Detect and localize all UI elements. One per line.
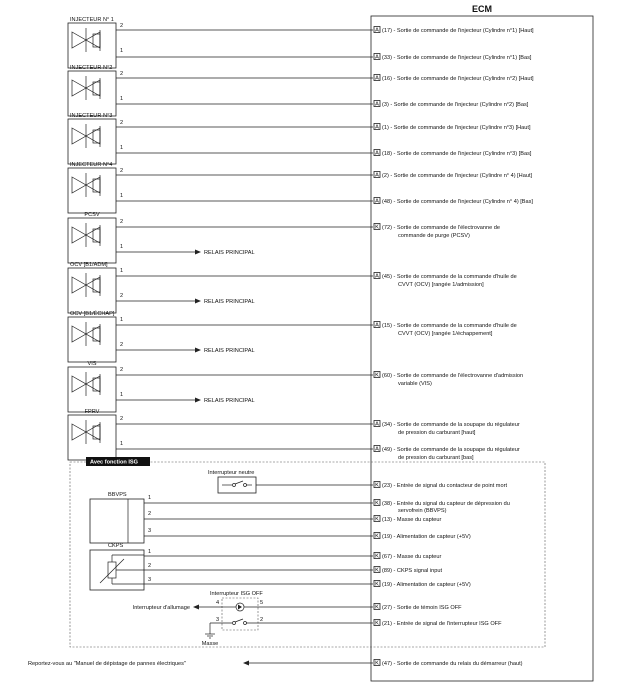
- svg-text:A: A: [375, 150, 379, 157]
- fprv-signal-low-line2: de pression du carburant [bas]: [398, 455, 474, 461]
- svg-text:K: K: [375, 660, 379, 667]
- ocv-echap-signal-line1: (15) - Sortie de commande de la commande d'huile de: [382, 323, 517, 329]
- svg-text:A: A: [375, 198, 379, 205]
- ocv-adm-signal-line2: CVVT (OCV) [rangée 1/admission]: [398, 282, 484, 288]
- injector-2-pin-top: 2: [120, 71, 124, 77]
- pcsv-signal-line2: commande de purge (PCSV): [398, 233, 470, 239]
- isg-off-switch-icon: [205, 619, 373, 638]
- injector-1-box: [68, 23, 116, 68]
- fprv-pin-bottom: 1: [120, 441, 124, 447]
- ocv-adm-label: OCV [B1/ADM]: [70, 262, 108, 268]
- svg-text:A: A: [375, 75, 379, 82]
- ignition-label: Interrupteur d'allumage: [132, 605, 190, 611]
- injector-1-pin-top: 2: [120, 23, 124, 29]
- svg-text:K: K: [375, 533, 379, 540]
- injector-4-signal-low: (48) - Sortie de commande de l'injecteur (Cylindre n° 4) [Bas]: [382, 199, 533, 205]
- vis-pin-bottom: 1: [120, 392, 124, 398]
- isg-off-pin-2: 2: [260, 617, 264, 623]
- ocv-echap-relay-label: RELAIS PRINCIPAL: [204, 348, 255, 354]
- isg-off-signal-1: (27) - Sortie de témoin ISG OFF: [382, 605, 462, 611]
- injector-3-pin-top: 2: [120, 120, 124, 126]
- svg-text:A: A: [375, 124, 379, 131]
- vis-signal-line2: variable (VIS): [398, 381, 432, 387]
- starter-relay: [28, 660, 523, 668]
- svg-text:A: A: [375, 54, 379, 61]
- pcsv-pin-top: 2: [120, 219, 124, 225]
- svg-text:A: A: [375, 273, 379, 280]
- svg-text:K: K: [375, 620, 379, 627]
- svg-text:K: K: [375, 553, 379, 560]
- svg-text:K: K: [375, 224, 379, 231]
- injector-2-label: INJECTEUR N°2: [70, 65, 113, 71]
- injector-4-pin-top: 2: [120, 168, 124, 174]
- ckps-label: CKPS: [108, 543, 124, 549]
- injector-2-pin-bottom: 1: [120, 96, 124, 102]
- neutral-signal: (23) - Entrée de signal du contacteur de point mort: [382, 483, 507, 489]
- ocv-echap-relay-arrow-icon: [195, 348, 201, 353]
- isg-off-pin-3: 3: [216, 617, 220, 623]
- svg-text:K: K: [375, 500, 379, 507]
- injector-4-signal-high: (2) - Sortie de commande de l'injecteur (Cylindre n° 4) [Haut]: [382, 173, 533, 179]
- vis-pin-top: 2: [120, 367, 124, 373]
- bbvps-box: [90, 499, 144, 543]
- svg-text:A: A: [375, 101, 379, 108]
- svg-text:K: K: [375, 482, 379, 489]
- injector-3-signal-high: (1) - Sortie de commande de l'injecteur (Cylindre n°3) [Haut]: [382, 125, 531, 131]
- fprv-label: FPRV: [84, 409, 100, 415]
- fprv-pin-top: 2: [120, 416, 124, 422]
- bbvps-signal-2: (13) - Masse du capteur: [382, 517, 442, 523]
- ocv-adm-signal-line1: (45) - Sortie de commande de la commande d'huile de: [382, 274, 517, 280]
- ckps-signal-2: (89) - CKPS signal input: [382, 568, 443, 574]
- ocv-adm-box: [68, 268, 116, 313]
- ground-label: Masse: [201, 641, 219, 647]
- svg-text:A: A: [375, 421, 379, 428]
- fprv-signal-high-line1: (34) - Sortie de commande de la soupape du régulateur: [382, 422, 520, 428]
- ocv-echap-pin-bottom: 2: [120, 342, 124, 348]
- ocv-adm-relay-label: RELAIS PRINCIPAL: [204, 299, 255, 305]
- isg-off-label: Interrupteur ISG OFF: [210, 591, 263, 597]
- ckps-pin-3: 3: [148, 577, 152, 583]
- isg-off-pin-5: 5: [260, 600, 264, 606]
- svg-text:A: A: [375, 322, 379, 329]
- ocv-adm-pin-bottom: 2: [120, 293, 124, 299]
- ocv-echap-label: OCV [B1/ÉCHAP]: [70, 311, 115, 317]
- starter-reference-label: Reportez-vous au "Manuel de dépistage de pannes électriques": [28, 661, 186, 667]
- injector-2-box: [68, 71, 116, 116]
- ocv-adm-pin-top: 1: [120, 268, 124, 274]
- injector-1-signal-low: (33) - Sortie de commande de l'injecteur (Cylindre n°1) [Bas]: [382, 55, 532, 61]
- svg-text:K: K: [375, 516, 379, 523]
- injector-4-box: [68, 168, 116, 213]
- isg-title: Avec fonction ISG: [90, 459, 138, 466]
- ckps-pin-2: 2: [148, 563, 152, 569]
- ocv-echap-signal-line2: CVVT (OCV) [rangée 1/échappement]: [398, 331, 493, 337]
- pcsv-label: PCSV: [84, 212, 100, 218]
- vis-relay-label: RELAIS PRINCIPAL: [204, 398, 255, 404]
- injector-1-pin-bottom: 1: [120, 48, 124, 54]
- svg-text:K: K: [375, 604, 379, 611]
- ocv-echap-box: [68, 317, 116, 362]
- ignition-arrow-icon: [193, 605, 199, 610]
- pcsv-pin-bottom: 1: [120, 244, 124, 250]
- svg-text:K: K: [375, 372, 379, 379]
- injector-2-signal-high: (16) - Sortie de commande de l'injecteur (Cylindre n°2) [Haut]: [382, 76, 534, 82]
- isg-off-signal-2: (21) - Entrée de signal de l'interrupteur ISG OFF: [382, 621, 502, 627]
- svg-text:A: A: [375, 172, 379, 179]
- vis-relay-arrow-icon: [195, 398, 201, 403]
- svg-text:A: A: [375, 27, 379, 34]
- fprv-box: [68, 415, 116, 460]
- ocv-echap-pin-top: 1: [120, 317, 124, 323]
- bbvps-signal-1-line1: (38) - Entrée du signal du capteur de dépression du: [382, 501, 510, 507]
- injector-3-pin-bottom: 1: [120, 145, 124, 151]
- bbvps-signal-3: (19) - Alimentation de capteur (+5V): [382, 534, 471, 540]
- fprv-signal-high-line2: de pression du carburant [haut]: [398, 430, 476, 436]
- bbvps-pin-1: 1: [148, 495, 152, 501]
- ckps-signal-3: (19) - Alimentation de capteur (+5V): [382, 582, 471, 588]
- svg-text:A: A: [375, 446, 379, 453]
- pcsv-box: [68, 218, 116, 263]
- pcsv-relay-arrow-icon: [195, 250, 201, 255]
- vis-label: VIS: [87, 361, 97, 367]
- ckps-pin-1: 1: [148, 549, 152, 555]
- isg-off-lamp-icon: [236, 603, 244, 611]
- pcsv-signal-line1: (72) - Sortie de commande de l'électrovanne de: [382, 225, 500, 231]
- svg-text:K: K: [375, 567, 379, 574]
- ecm-title: ECM: [472, 4, 492, 14]
- injector-4-pin-bottom: 1: [120, 193, 124, 199]
- bbvps-label: BBVPS: [108, 492, 127, 498]
- ckps-signal-1: (67) - Masse du capteur: [382, 554, 442, 560]
- neutral-switch-label: Interrupteur neutre: [208, 470, 255, 476]
- vis-box: [68, 367, 116, 412]
- injector-3-signal-low: (18) - Sortie de commande de l'injecteur (Cylindre n°3) [Bas]: [382, 151, 532, 157]
- bbvps-pin-3: 3: [148, 528, 152, 534]
- starter-signal: (47) - Sortie de commande du relais du démarreur (haut): [382, 661, 523, 667]
- isg-off-pin-4: 4: [216, 600, 220, 606]
- injector-2-signal-low: (3) - Sortie de commande de l'injecteur (Cylindre n°2) [Bas]: [382, 102, 529, 108]
- pcsv-relay-label: RELAIS PRINCIPAL: [204, 250, 255, 256]
- injector-1-signal-high: (17) - Sortie de commande de l'injecteur (Cylindre n°1) [Haut]: [382, 28, 534, 34]
- fprv-signal-low-line1: (49) - Sortie de commande de la soupape du régulateur: [382, 447, 520, 453]
- vis-signal-line1: (60) - Sortie de commande de l'électrovanne d'admission: [382, 373, 524, 379]
- bbvps-pin-2: 2: [148, 511, 152, 517]
- injector-3-box: [68, 119, 116, 164]
- injector-3-label: INJECTEUR N°3: [70, 113, 113, 119]
- bbvps-signal-1-line2: servofrein (BBVPS): [398, 508, 447, 514]
- ocv-adm-relay-arrow-icon: [195, 299, 201, 304]
- svg-text:K: K: [375, 581, 379, 588]
- injector-1-label: INJECTEUR N° 1: [70, 17, 114, 23]
- injector-4-label: INJECTEUR N°4: [70, 162, 113, 168]
